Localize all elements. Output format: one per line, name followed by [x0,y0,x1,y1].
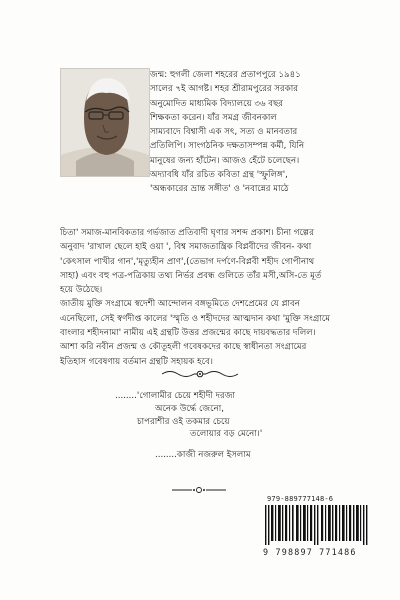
barcode-icon [263,505,373,545]
quote-line: তলোয়ার বড় মেনো।' [190,429,263,440]
bio-body-line: আশা করি নবীন প্রজন্ম ও কৌতূহলী গবেষকদের কাছে স্বাধীনতা সংগ্রামের [60,342,307,353]
bio-intro-line: সালের ৭ই আগষ্ট। শহর শ্রীরামপুরের সরকার [150,84,298,95]
bio-body-line: চিতা' সমাজ-মানবিকতার গর্ভজাত প্রতিবাদী ঘৃণার সশব্দ প্রকাশ। চীনা গল্পের [60,228,314,238]
bio-body-line: ইতিহাস গবেষণায় বর্তমান গ্রন্থটি সহায়ক হবে। [60,356,213,367]
bio-body-line: অনুবাদ 'রাখাল ছেলে হাই ওয়া ', বিশ্ব সমাজতান্ত্রিক বিপ্লবীদের জীবন- কথা [60,242,312,253]
bio-body-line: জাতীয় মুক্তি সংগ্রামে স্বদেশী আন্দোলন বঙ্গভূমিতে দেশপ্রেমের যে প্লাবন [60,299,300,310]
barcode-number: 9 798897 771486 [263,547,357,557]
bio-intro-line: মানুষের জন্য হাঁটেন। আজও হেঁটে চলেছেন। [150,155,300,166]
bio-body-line: এনেছিলো, সেই স্বর্ণদীপ্ত কালের 'স্মৃতি ও শহীদদের আত্মদান কথা 'মুক্তি সংগ্রামে [60,313,330,324]
small-ornament-icon [170,480,228,490]
author-bio-intro [150,68,348,197]
nazrul-quote [115,390,262,462]
quote-attribution: ........কাজী নজরুল ইসলাম [155,450,251,461]
quote-line: অনেক উর্দ্ধে জেনো, [155,403,224,414]
isbn-label: 979-889777148-6 [267,495,334,503]
quote-line: ........'গোলামীর চেয়ে শহীদী দরজা [115,391,235,401]
bio-intro-line: অনুমোদিত মাধ্যমিক বিদ্যালয়ে ৩৬ বছর [150,98,284,109]
bio-intro-line: 'অন্ধকারের ভ্রান্ত সঙ্গীত' ও 'নবান্নের মাঠে [150,184,289,195]
quote-line: চাপরাশীর ওই তকমার চেয়ে [137,416,230,427]
author-photo [60,68,150,177]
bio-body-line: হয়ে উঠেছে। [60,285,103,296]
bio-body-line: বাংলার শহীদনামা' নামীয় এই গ্রন্থটি উত্তর প্রজন্মের কাছে দায়বদ্ধতার দলিল। [60,328,316,339]
ornament-divider-icon [160,368,240,380]
bio-intro-line: জন্ম: হুগলী জেলা শহরের প্রতাপপুরে ১৯৪১ [150,70,301,80]
bio-intro-line: প্রতিলিপি। সাংগঠনিক দক্ষতাসম্পন্ন কর্মী, যিনি [150,141,305,152]
bio-intro-line: সাম্যবাদে বিশ্বাসী এক সৎ, সত্য ও মানবতার [150,127,298,138]
bio-body-line: 'কেৎসাল পাখীর গান','মৃত্যুহীন প্রাণ',(তেভাগ দর্পণে-বিপ্লবী শহীদ গোপীনাথ [60,256,315,267]
author-bio-body [60,226,348,369]
bio-intro-line: শিক্ষকতা করেন। যাঁর সমগ্র জীবনকাল [150,112,277,123]
bio-intro-line: অদ্যাবধি যাঁর রচিত কবিতা গ্রন্থ 'স্ফুলিঙ্গ', [150,170,288,181]
bio-body-line: সাহা) এবং বহু পত্র-পত্রিকায় তথ্য নির্ভর প্রবন্ধ গুলিতে তাঁর মসী,অসি-তে মূর্ত [60,270,322,281]
